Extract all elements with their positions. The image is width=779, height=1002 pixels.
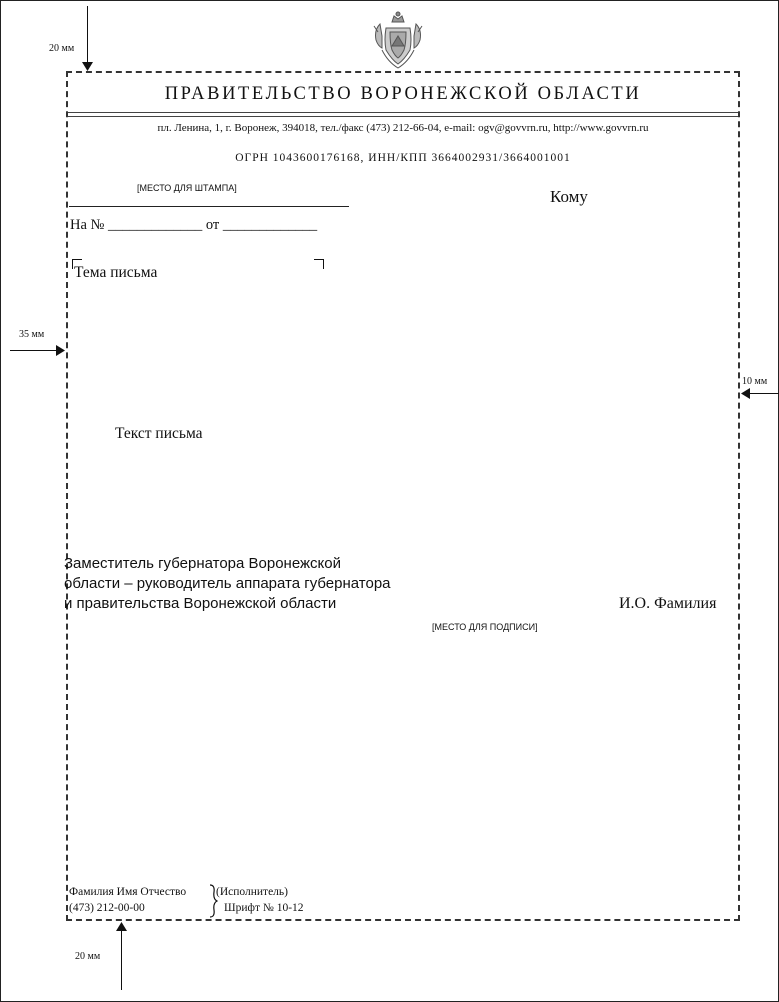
signatory-position (64, 554, 391, 614)
signatory-line-1: Заместитель губернатора Воронежской (64, 555, 342, 572)
stamp-underline (69, 206, 349, 207)
signatory-line-2: области – руководитель аппарата губернатора (64, 575, 391, 592)
executor-note (216, 884, 304, 916)
content-frame (66, 71, 740, 921)
body-text-label: Текст письма (115, 425, 203, 442)
reference-line: На № _____________ от _____________ (70, 217, 318, 233)
signatory-line-3: и правительства Воронежской области (64, 595, 337, 612)
right-margin-arrow (748, 393, 779, 394)
voronezh-coat-of-arms-icon (370, 10, 426, 70)
executor-block (69, 884, 186, 916)
bottom-margin-arrow (121, 930, 122, 990)
address-line: пл. Ленина, 1, г. Воронеж, 394018, тел./факс (473) 212-66-04, e-mail: ogv@govvrn.ru, http://www.govvrn.ru (157, 122, 649, 134)
right-margin-label: 10 мм (742, 376, 768, 387)
subject-label: Тема письма (74, 264, 158, 281)
page-title: ПРАВИТЕЛЬСТВО ВОРОНЕЖСКОЙ ОБЛАСТИ (164, 84, 642, 104)
right-margin-arrowhead-icon (741, 388, 750, 399)
top-margin-arrowhead-icon (82, 62, 93, 71)
top-margin-label: 20 мм (49, 43, 75, 54)
subject-corner-right (314, 259, 324, 269)
executor-font-note: Шрифт № 10-12 (224, 902, 304, 914)
signature-placeholder: [МЕСТО ДЛЯ ПОДПИСИ] (432, 622, 538, 632)
header-rule-bottom (68, 116, 738, 117)
executor-phone: (473) 212-00-00 (69, 902, 145, 914)
bottom-margin-label: 20 мм (75, 951, 101, 962)
executor-name: Фамилия Имя Отчество (69, 886, 187, 898)
stamp-placeholder: [МЕСТО ДЛЯ ШТАМПА] (137, 183, 237, 193)
recipient-label: Кому (550, 187, 588, 206)
left-margin-arrowhead-icon (56, 345, 65, 356)
ogrn-line: ОГРН 1043600176168, ИНН/КПП 3664002931/3664001001 (235, 152, 571, 164)
left-margin-label: 35 мм (19, 329, 45, 340)
signatory-name: И.О. Фамилия (619, 595, 717, 612)
executor-role-note: (Исполнитель) (216, 886, 288, 898)
left-margin-arrow (10, 350, 58, 351)
header-rule-top (68, 112, 738, 113)
top-margin-arrow (87, 6, 88, 66)
